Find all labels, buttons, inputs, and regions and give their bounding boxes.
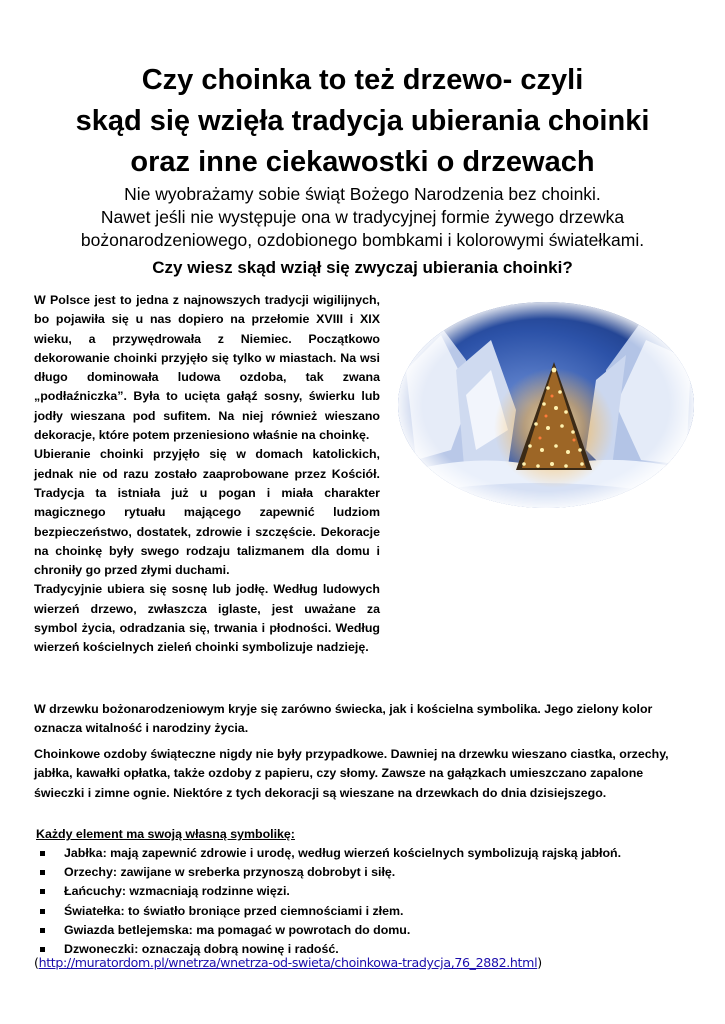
source-link[interactable]: http://muratordom.pl/wnetrza/wnetrza-od-swieta/choinkowa-tradycja,76_2882.html bbox=[38, 955, 538, 970]
list-item bbox=[34, 882, 694, 901]
bullet-icon bbox=[40, 947, 45, 952]
column-paragraph: Tradycyjnie ubiera się sosnę lub jodłę. Według ludowych wierzeń drzewo, zwłaszcza iglaste, jest uważane za symbol życia, odradzania się, trwania i płodności. Według wierzeń kościelnych zieleń choinki symbolizuje nadzieję. bbox=[34, 582, 380, 655]
column-paragraph: W Polsce jest to jedna z najnowszych tradycji wigilijnych, bo pojawiła się u nas dopiero na przełomie XVIII i XIX wieku, a przywędrowała z Niemiec. Początkowo dekorowanie choinki przyjęło się tylko w miastach. Na wsi długo dominowała ludowa ozdoba, tak zwana „podłaźniczka”. Była to ucięta gałąź sosny, świerku lub jodły wieszana pod sufitem. Na niej również wieszano dekoracje, które potem przeniesiono właśnie na choinkę. bbox=[34, 293, 380, 443]
column-paragraph: Ubieranie choinki przyjęło się w domach katolickich, jednak nie od razu zostało zaaprobowane przez Kościół. Tradycja ta istniała już u pogan i miała charakter magicznego rytuału mającego zapewnić ludziom bezpieczeństwo, dostatek, zdrowie i szczęście. Dekoracje na choinkę były swego rodzaju talizmanem dla domu i chroniły go przed złymi duchami. bbox=[34, 447, 380, 578]
list-item bbox=[34, 921, 694, 940]
list-item-text: Jabłka: mają zapewnić zdrowie i urodę, według wierzeń kościelnych symbolizują rajską jabłoń. bbox=[64, 846, 622, 860]
title-line: skąd się wzięła tradycja ubierania choinki bbox=[75, 105, 650, 137]
list-item-text: Dzwoneczki: oznaczają dobrą nowinę i radość. bbox=[64, 941, 339, 956]
intro-line: bożonarodzeniowego, ozdobionego bombkami i kolorowymi światełkami. bbox=[80, 230, 645, 250]
bullet-icon bbox=[40, 909, 45, 914]
page-title bbox=[20, 60, 705, 183]
text-column bbox=[34, 291, 380, 658]
source-citation bbox=[34, 954, 542, 972]
list-item-text: Gwiazda betlejemska: ma pomagać w powrotach do domu. bbox=[64, 922, 411, 937]
list-item bbox=[34, 863, 694, 882]
symbolism-list bbox=[34, 844, 694, 959]
bullet-icon bbox=[40, 928, 45, 933]
bullet-icon bbox=[40, 870, 45, 875]
symbolism-heading: Każdy element ma swoją własną symbolikę: bbox=[36, 827, 295, 841]
title-line: Czy choinka to też drzewo- czyli bbox=[141, 64, 584, 96]
source-open-paren: ( bbox=[34, 955, 39, 970]
list-item-text: Łańcuchy: wzmacniają rodzinne więzi. bbox=[64, 884, 290, 899]
bullet-icon bbox=[40, 851, 45, 856]
intro-line: Nie wyobrażamy sobie świąt Bożego Narodzenia bez choinki. bbox=[124, 184, 601, 204]
body-paragraph: W drzewku bożonarodzeniowym kryje się zarówno świecka, jak i kościelna symbolika. Jego zielony kolor oznacza witalność i narodziny życia. bbox=[34, 702, 653, 736]
list-item-text: Światełka: to światło broniące przed ciemnościami i złem. bbox=[64, 903, 404, 918]
intro-text bbox=[20, 183, 705, 252]
christmas-tree-snow-photo bbox=[396, 300, 696, 510]
body-paragraph: Choinkowe ozdoby świąteczne nigdy nie były przypadkowe. Dawniej na drzewku wieszano ciastka, orzechy, jabłka, kawałki opłatka, także ozdoby z papieru, czy słomy. Zawsze na gałązkach umieszczano zapalone świeczki i zimne ognie. Niektóre z tych dekoracji są wieszane na drzewkach do dnia dzisiejszego. bbox=[34, 747, 669, 800]
source-close-paren: ) bbox=[537, 955, 542, 970]
bullet-icon bbox=[40, 889, 45, 894]
list-item bbox=[34, 902, 694, 921]
title-line: oraz inne ciekawostki o drzewach bbox=[130, 146, 595, 178]
list-item-text: Orzechy: zawijane w sreberka przynoszą dobrobyt i siłę. bbox=[64, 865, 396, 880]
section-question: Czy wiesz skąd wziął się zwyczaj ubierania choinki? bbox=[152, 258, 573, 277]
list-item bbox=[34, 844, 694, 863]
intro-line: Nawet jeśli nie występuje ona w tradycyjnej formie żywego drzewka bbox=[100, 207, 625, 227]
